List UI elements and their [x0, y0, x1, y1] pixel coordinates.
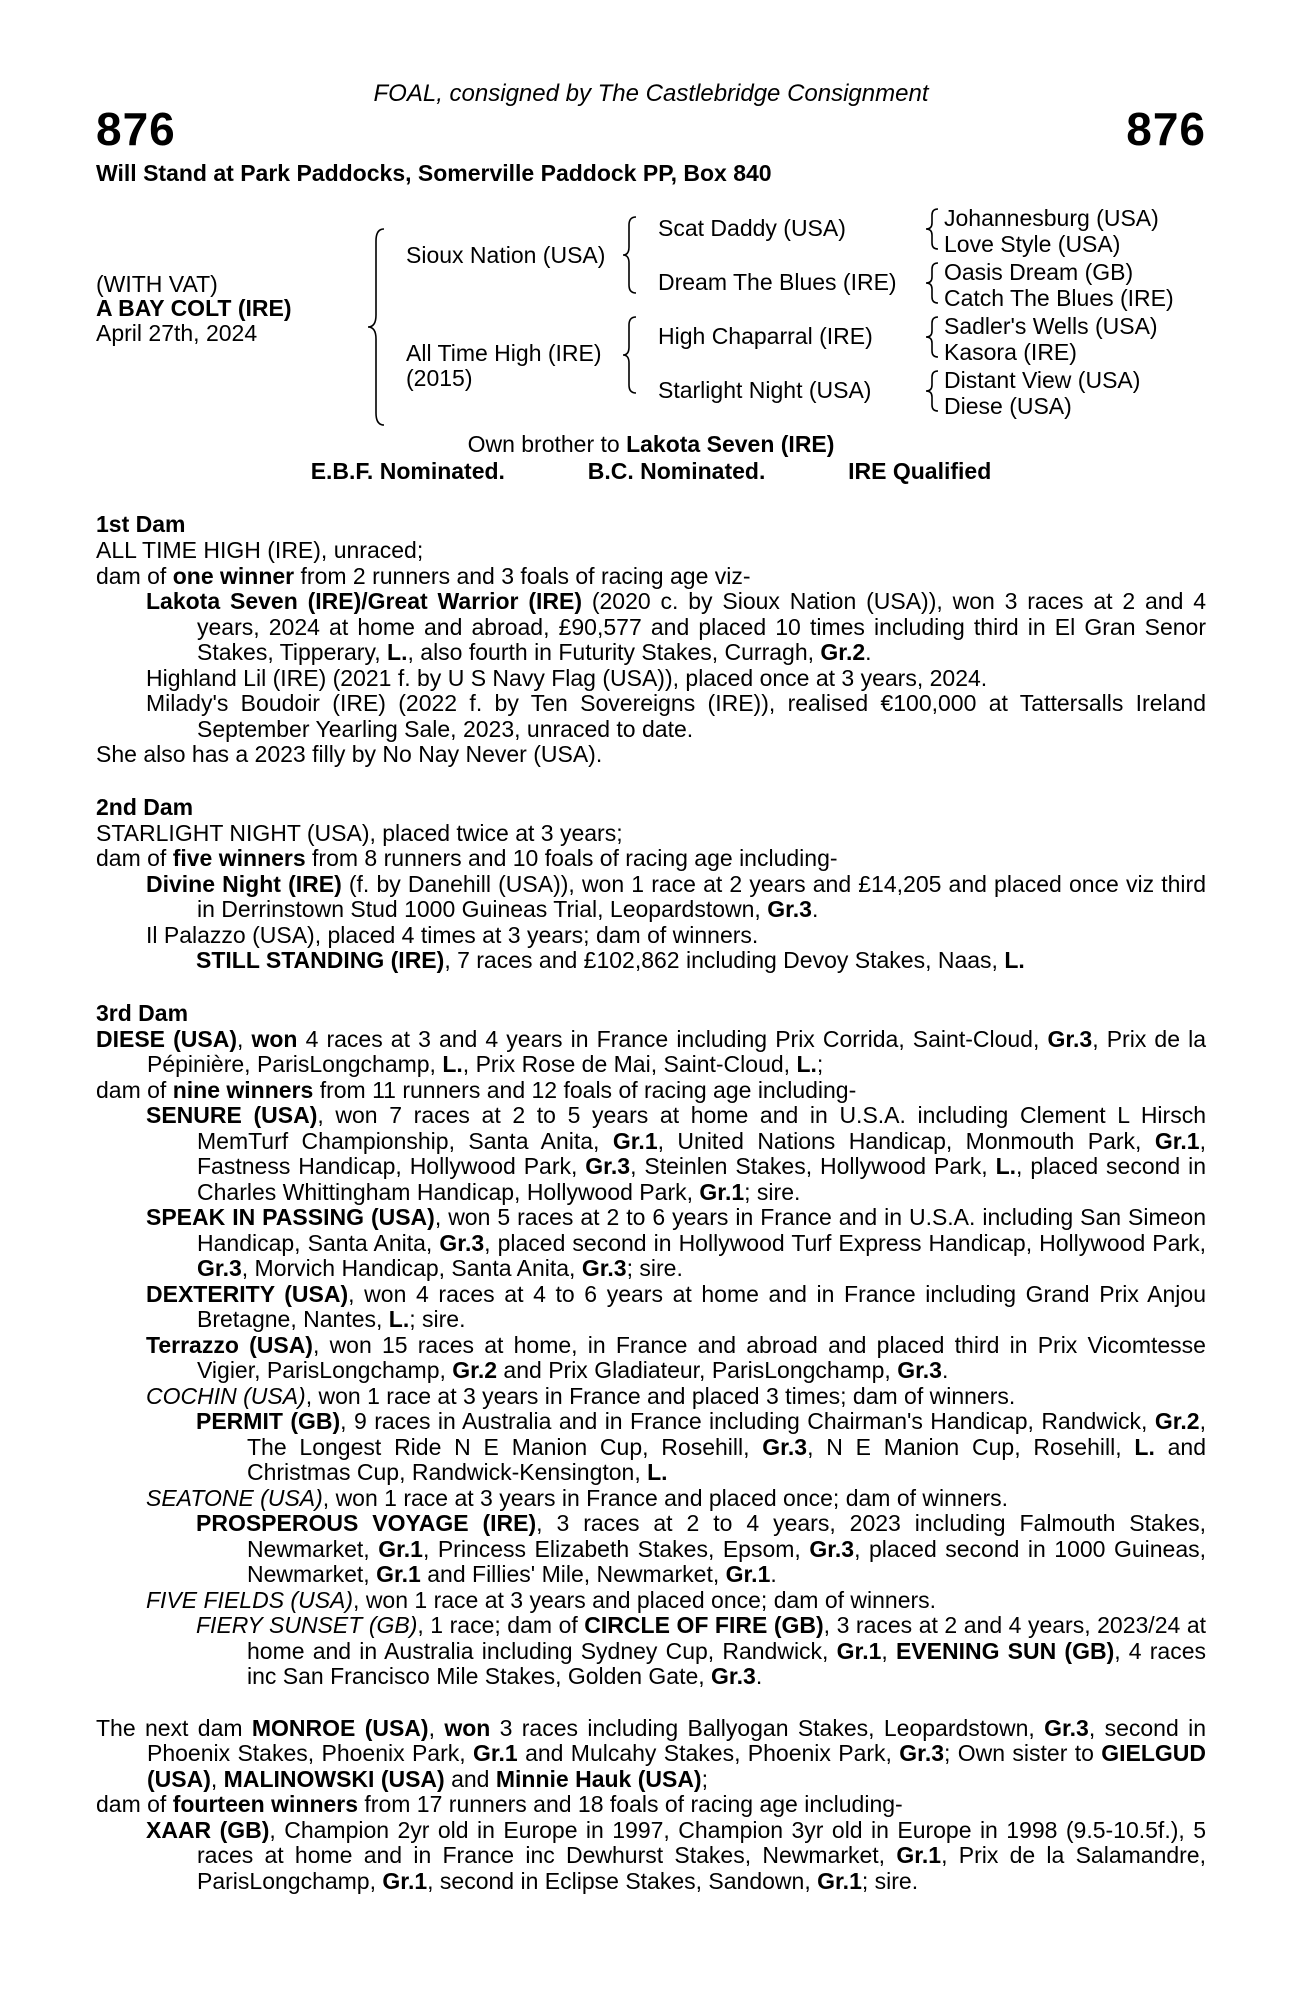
lot-row — [96, 103, 1206, 166]
brace-icon — [924, 261, 940, 305]
dam-entry: DIESE (USA), won 4 races at 3 and 4 years in France including Prix Corrida, Saint-Cloud, Gr.3, Prix de la Pépinière, ParisLongchamp, L., Prix Rose de Mai, Saint-Cloud, L.; — [96, 1025, 1206, 1077]
produce-entry: Il Palazzo (USA), placed 4 times at 3 years; dam of winners. — [146, 921, 759, 948]
section-heading: 1st Dam — [96, 511, 186, 537]
next-dam-section — [96, 1716, 1206, 1895]
dam-note: She also has a 2023 filly by No Nay Never (USA). — [96, 741, 603, 767]
produce-entry: PROSPEROUS VOYAGE (IRE), 3 races at 2 to 4 years, 2023 including Falmouth Stakes, Newmarket, Gr.1, Princess Elizabeth Stakes, Epsom, Gr.3, placed second in 1000 Guineas, Newmarket, Gr.1 and Fillies' Mile, Newmarket, Gr.1. — [196, 1510, 1207, 1587]
sire-dam: Dream The Blues (IRE) — [658, 269, 897, 295]
produce-entry: SPEAK IN PASSING (USA), won 5 races at 2 to 6 years in France and in U.S.A. including San Simeon Handicap, Santa Anita, Gr.3, placed second in Hollywood Turf Express Handicap, Hollywood Park, Gr.3, Morvich Handicap, Santa Anita, Gr.3; sire. — [146, 1204, 1207, 1281]
dam-dam: Starlight Night (USA) — [658, 377, 872, 403]
section-heading: 3rd Dam — [96, 999, 189, 1026]
dam-sire-dam: Kasora (IRE) — [944, 339, 1077, 365]
section-heading: 2nd Dam — [96, 793, 194, 820]
sire-sire-sire: Johannesburg (USA) — [944, 205, 1159, 231]
produce-entry: FIERY SUNSET (GB), 1 race; dam of CIRCLE OF FIRE (GB), 3 races at 2 and 4 years, 2023/24 at home and in Australia including Sydney Cup, Randwick, Gr.1, EVENING SUN (GB), 4 races inc San Francisco Mile Stakes, Golden Gate, Gr.3. — [196, 1612, 1207, 1689]
dam-name: All Time High (IRE) — [406, 340, 602, 366]
horse-name: A BAY COLT (IRE) — [96, 295, 292, 321]
brace-icon — [364, 227, 388, 427]
ire-qualified: IRE Qualified — [848, 458, 992, 484]
produce-entry: SENURE (USA), won 7 races at 2 to 5 years at home and in U.S.A. including Clement L Hirsch MemTurf Championship, Santa Anita, Gr.1, United Nations Handicap, Monmouth Park, Gr.1, Fastness Handicap, Hollywood Park, Gr.3, Steinlen Stakes, Hollywood Park, L., placed second in Charles Whittingham Handicap, Hollywood Park, Gr.1; sire. — [146, 1102, 1206, 1205]
sire-sire-dam: Love Style (USA) — [944, 231, 1121, 257]
dam-produce-summary: dam of nine winners from 11 runners and 12 foals of racing age including- — [96, 1076, 857, 1103]
sire-name: Sioux Nation (USA) — [406, 242, 606, 268]
vat-label: (WITH VAT) — [96, 271, 218, 297]
produce-entry: XAAR (GB), Champion 2yr old in Europe in 1997, Champion 3yr old in Europe in 1998 (9.5-10.5f.), 5 races at home and in France inc Dewhurst Stakes, Newmarket, Gr.1, Prix de la Salamandre, ParisLongchamp, Gr.1, second in Eclipse Stakes, Sandown, Gr.1; sire. — [146, 1816, 1206, 1894]
sire-dam-sire: Oasis Dream (GB) — [944, 259, 1134, 285]
dam-produce-summary: dam of fourteen winners from 17 runners and 18 foals of racing age including- — [96, 1791, 903, 1817]
produce-entry: STILL STANDING (IRE), 7 races and £102,862 including Devoy Stakes, Naas, L. — [196, 947, 1025, 973]
horse-dob: April 27th, 2024 — [96, 320, 258, 346]
dam-entry: The next dam MONROE (USA), won 3 races including Ballyogan Stakes, Leopardstown, Gr.3, second in Phoenix Stakes, Phoenix Park, Gr.1 and Mulcahy Stakes, Phoenix Park, Gr.3; Own sister to GIELGUD (USA), MALINOWSKI (USA) and Minnie Hauk (USA); — [96, 1714, 1206, 1792]
second-dam-section — [96, 794, 1206, 974]
dam-year: (2015) — [406, 365, 473, 391]
bc-nominated: B.C. Nominated. — [587, 458, 766, 484]
stand-location: Will Stand at Park Paddocks, Somerville Paddock PP, Box 840 — [96, 160, 772, 186]
lot-number-left: 876 — [96, 103, 176, 155]
pedigree-table — [96, 187, 1206, 427]
dam-produce-summary: dam of one winner from 2 runners and 3 foals of racing age viz- — [96, 562, 751, 589]
third-dam-section — [96, 1000, 1206, 1690]
lot-number-right: 876 — [1126, 103, 1206, 155]
ebf-nominated: E.B.F. Nominated. — [310, 458, 505, 484]
dam-produce-summary: dam of five winners from 8 runners and 10 foals of racing age including- — [96, 845, 838, 871]
dam-dam-dam: Diese (USA) — [944, 393, 1072, 419]
brace-icon — [620, 315, 638, 395]
dam-sire-sire: Sadler's Wells (USA) — [944, 313, 1158, 339]
catalogue-page — [96, 78, 1206, 1894]
dam-entry: STARLIGHT NIGHT (USA), placed twice at 3 years; — [96, 819, 623, 846]
produce-entry: Lakota Seven (IRE)/Great Warrior (IRE) (2020 c. by Sioux Nation (USA)), won 3 races at 2 and 4 years, 2024 at home and abroad, £90,577 and placed 10 times including third in El Gran Senor Stakes, Tipperary, L., also fourth in Futurity Stakes, Curragh, Gr.2. — [146, 588, 1207, 665]
brace-icon — [924, 369, 940, 413]
consignment-line: FOAL, consigned by The Castlebridge Consignment — [373, 80, 929, 107]
produce-entry: Terrazzo (USA), won 15 races at home, in France and abroad and placed third in Prix Vicomtesse Vigier, ParisLongchamp, Gr.2 and Prix Gladiateur, ParisLongchamp, Gr.3. — [146, 1331, 1206, 1383]
produce-entry: Highland Lil (IRE) (2021 f. by U S Navy Flag (USA)), placed once at 3 years, 2024. — [146, 664, 988, 691]
dam-dam-sire: Distant View (USA) — [944, 367, 1141, 393]
sire-dam-dam: Catch The Blues (IRE) — [944, 285, 1174, 311]
produce-entry: Milady's Boudoir (IRE) (2022 f. by Ten Sovereigns (IRE)), realised €100,000 at Tattersalls Ireland September Yearling Sale, 2023, unraced to date. — [146, 690, 1206, 742]
produce-entry: Divine Night (IRE) (f. by Danehill (USA)), won 1 race at 2 years and £14,205 and placed once viz third in Derrinstown Stud 1000 Guineas Trial, Leopardstown, Gr.3. — [146, 870, 1206, 922]
dam-entry: ALL TIME HIGH (IRE), unraced; — [96, 537, 424, 563]
nominations-line — [96, 458, 1206, 485]
produce-entry: COCHIN (USA), won 1 race at 3 years in France and placed 3 times; dam of winners. — [146, 1382, 1016, 1409]
dam-sire: High Chaparral (IRE) — [658, 323, 873, 349]
brace-icon — [620, 215, 638, 295]
own-brother-line: Own brother to Lakota Seven (IRE) — [467, 431, 835, 457]
brace-icon — [924, 315, 940, 359]
produce-entry: DEXTERITY (USA), won 4 races at 4 to 6 years at home and in France including Grand Prix Anjou Bretagne, Nantes, L.; sire. — [146, 1280, 1207, 1332]
produce-entry: SEATONE (USA), won 1 race at 3 years in France and placed once; dam of winners. — [146, 1484, 1009, 1511]
brace-icon — [924, 207, 940, 251]
produce-entry: FIVE FIELDS (USA), won 1 race at 3 years and placed once; dam of winners. — [146, 1586, 937, 1613]
first-dam-section — [96, 511, 1206, 768]
produce-entry: PERMIT (GB), 9 races in Australia and in France including Chairman's Handicap, Randwick, Gr.2, The Longest Ride N E Manion Cup, Rosehill, Gr.3, N E Manion Cup, Rosehill, L. and Christmas Cup, Randwick-Kensington, L. — [196, 1408, 1207, 1485]
sire-sire: Scat Daddy (USA) — [658, 215, 846, 241]
